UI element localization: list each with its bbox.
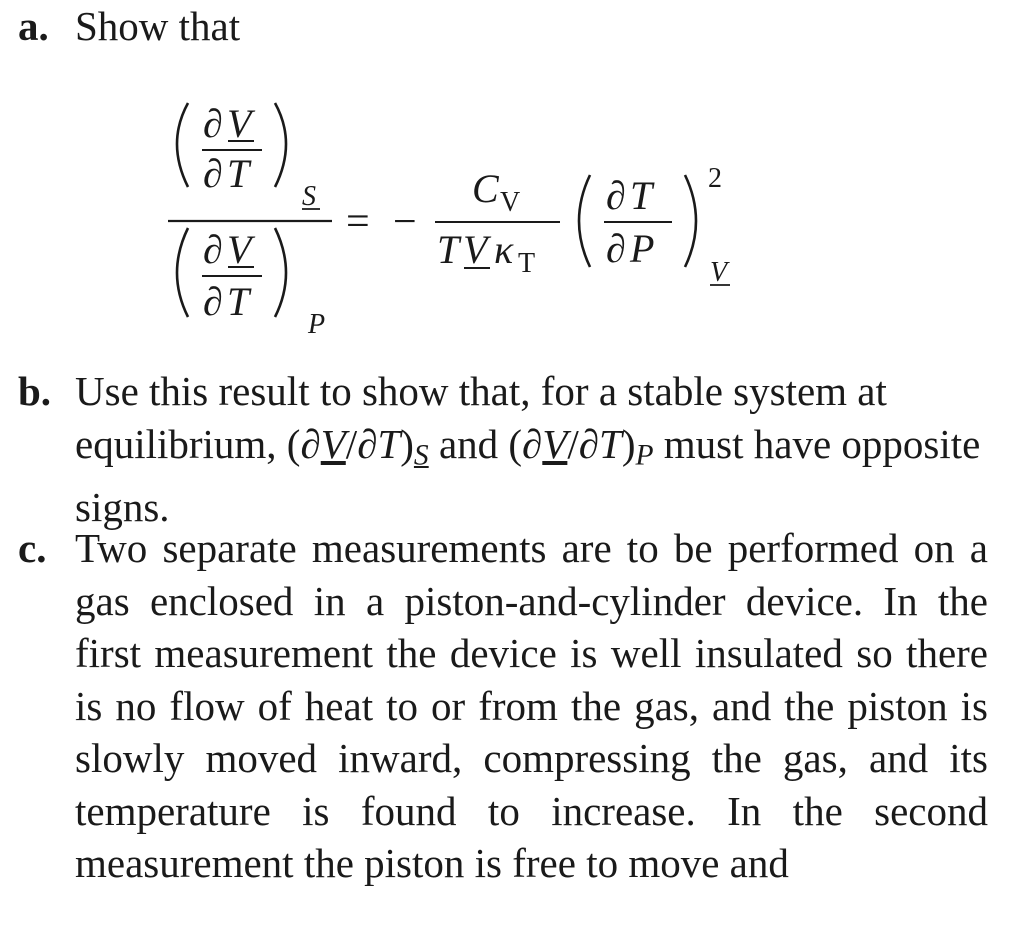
part-b-sub-S: S: [413, 438, 429, 471]
lhs-num-left-paren: [177, 103, 188, 187]
part-b-sub-P: P: [635, 438, 654, 471]
part-b-and: and (: [428, 420, 523, 467]
part-b-slash-2: /: [567, 420, 579, 467]
part-b-marker: b.: [18, 368, 52, 414]
part-b-partial-1: ∂: [300, 420, 321, 467]
lhs-num-V: V: [227, 101, 252, 146]
lhs-num-T: T: [227, 151, 250, 196]
dtdp-T: T: [630, 173, 653, 218]
thermodynamic-identity-equation: [150, 95, 790, 350]
cv-symbol: C: [472, 166, 499, 211]
lhs-num-partial: ∂: [203, 101, 223, 146]
cv-subscript: V: [500, 187, 521, 218]
lhs-num-partial-2: ∂: [203, 151, 223, 196]
part-b-V-1: V: [320, 420, 346, 467]
part-b-partial-4: ∂: [578, 420, 600, 467]
part-a-text: Show that: [75, 3, 241, 49]
part-b-slash-1: /: [345, 420, 358, 467]
equals-sign: =: [346, 199, 370, 245]
cv-fraction: [435, 166, 560, 279]
lhs-numerator: [177, 101, 320, 212]
part-a: [18, 0, 988, 53]
part-b-T-2: T: [599, 420, 622, 467]
part-a-marker: a.: [18, 3, 49, 49]
dtdp-right-paren: [685, 175, 696, 267]
den-kappa: κ: [494, 227, 514, 272]
lhs-den-partial: ∂: [203, 227, 223, 272]
part-b-V-2: V: [542, 420, 568, 467]
lhs-num-sub-S: S: [302, 181, 316, 212]
den-V: V: [463, 227, 488, 272]
lhs-num-right-paren: [275, 103, 286, 187]
part-b-partial-3: ∂: [522, 420, 543, 467]
part-b-T-1: T: [377, 420, 401, 467]
lhs-den-partial-2: ∂: [203, 279, 223, 324]
den-kappa-subscript: T: [518, 248, 536, 279]
dtdp-sub-V: V: [710, 257, 728, 288]
dtdp-exponent: 2: [708, 163, 722, 194]
part-c-text: Two separate measurements are to be performed on a gas enclosed in a piston-and-cylinder device. In the first measurement the device is well insulated so there is no flow of heat to or from the gas, and the piston is slowly moved inward, compressing the gas, and its temperature is found to increase. In the second measurement the piston is free to move and: [75, 525, 988, 886]
den-T: T: [437, 227, 460, 272]
dt-dp-term: [579, 163, 730, 288]
lhs-den-right-paren: [275, 228, 286, 317]
part-b: [18, 365, 988, 534]
dtdp-P: P: [630, 226, 655, 271]
lhs-den-left-paren: [177, 228, 188, 317]
part-b-close-2: ): [621, 420, 636, 467]
dtdp-partial: ∂: [606, 173, 626, 218]
lhs-den-T: T: [227, 279, 250, 324]
lhs-denominator: [177, 227, 325, 340]
part-b-text-2: must have opposite signs.: [75, 420, 981, 531]
part-b-text-1: Use this result to show that, for a stable system at equilibrium, (: [75, 368, 887, 467]
part-b-text: [75, 365, 988, 534]
part-b-close-1: ): [400, 420, 414, 467]
part-c-marker: c.: [18, 525, 47, 571]
part-c: [18, 522, 988, 890]
lhs-den-V: V: [227, 227, 252, 272]
minus-sign: −: [393, 199, 417, 245]
dtdp-left-paren: [579, 175, 590, 267]
dtdp-partial-2: ∂: [606, 226, 626, 271]
lhs-den-sub-P: P: [308, 309, 326, 340]
part-b-partial-2: ∂: [357, 420, 378, 467]
